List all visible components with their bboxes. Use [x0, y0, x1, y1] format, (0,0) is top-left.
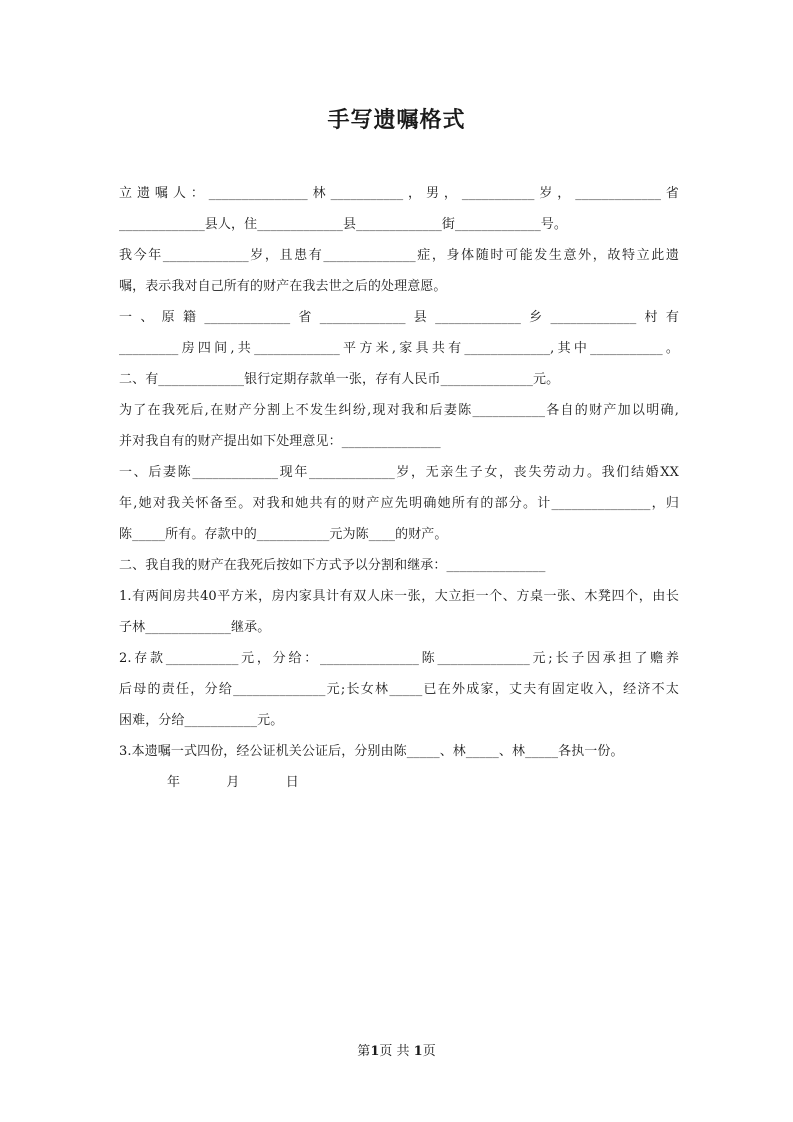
- page-footer: [0, 1040, 793, 1059]
- paragraph-line: _________房四间,共_____________平方米,家具共有_____________,其中___________。: [119, 341, 679, 356]
- date-month-label: 月: [226, 775, 240, 790]
- paragraph-line: 一、原籍_____________省_____________县_____________乡_____________村有: [119, 310, 679, 325]
- footer-prefix: 第: [357, 1044, 371, 1059]
- paragraph-line: 陈_____所有。存款中的___________元为陈____的财产。: [119, 527, 448, 542]
- footer-page-word: 页: [379, 1044, 393, 1059]
- paragraph-line: 立遗嘱人：_______________林___________，男，___________岁，_____________省: [119, 186, 679, 201]
- paragraph-line: 3.本遗嘱一式四份，经公证机关公证后，分别由陈_____、林_____、林_____各执一份。: [119, 744, 624, 759]
- paragraph-line: 嘱，表示我对自己所有的财产在我去世之后的处理意愿。: [119, 279, 447, 294]
- footer-mid: 共: [392, 1044, 414, 1059]
- date-line: [119, 769, 679, 800]
- footer-total-word: 页: [422, 1044, 436, 1059]
- paragraph-line: 并对我自有的财产提出如下处理意见：_______________: [119, 434, 441, 449]
- paragraph-line: 为了在我死后,在财产分割上不发生纠纷,现对我和后妻陈___________各自的财产加以明确,: [119, 403, 679, 418]
- document-title: 手写遗嘱格式: [327, 107, 466, 133]
- paragraph-line: 一、后妻陈_____________现年_____________岁，无亲生子女，丧失劳动力。我们结婚XX: [119, 465, 679, 480]
- document-body: [119, 180, 679, 800]
- paragraph-line: _____________县人，住_____________县_____________街_____________号。: [119, 217, 567, 232]
- paragraph-line: 子林_____________继承。: [119, 620, 271, 635]
- footer-page-number: 1: [370, 1044, 380, 1059]
- date-year-label: 年: [167, 775, 181, 790]
- paragraph-line: 我今年_____________岁，且患有______________症，身体随时可能发生意外，故特立此遗: [119, 248, 679, 263]
- footer-total-pages: 1: [413, 1044, 423, 1059]
- date-day-label: 日: [285, 775, 299, 790]
- paragraph-line: 二、有_____________银行定期存款单一张，存有人民币______________元。: [119, 372, 560, 387]
- paragraph-line: 2.存款___________元，分给：_______________陈______________元;长子因承担了赡养: [119, 651, 679, 666]
- paragraph-line: 困难，分给___________元。: [119, 713, 284, 728]
- paragraph-line: 1.有两间房共40平方米，房内家具计有双人床一张，大立拒一个、方桌一张、木凳四个，由长: [119, 589, 679, 604]
- paragraph-line: 二、我自我的财产在我死后按如下方式予以分割和继承：_______________: [119, 558, 546, 573]
- paragraph-line: 后母的责任，分给______________元;长女林_____已在外成家，丈夫有固定收入，经济不太: [119, 682, 679, 697]
- paragraph-line: 年,她对我关怀备至。对我和她共有的财产应先明确她所有的部分。计_______________，归: [119, 496, 679, 511]
